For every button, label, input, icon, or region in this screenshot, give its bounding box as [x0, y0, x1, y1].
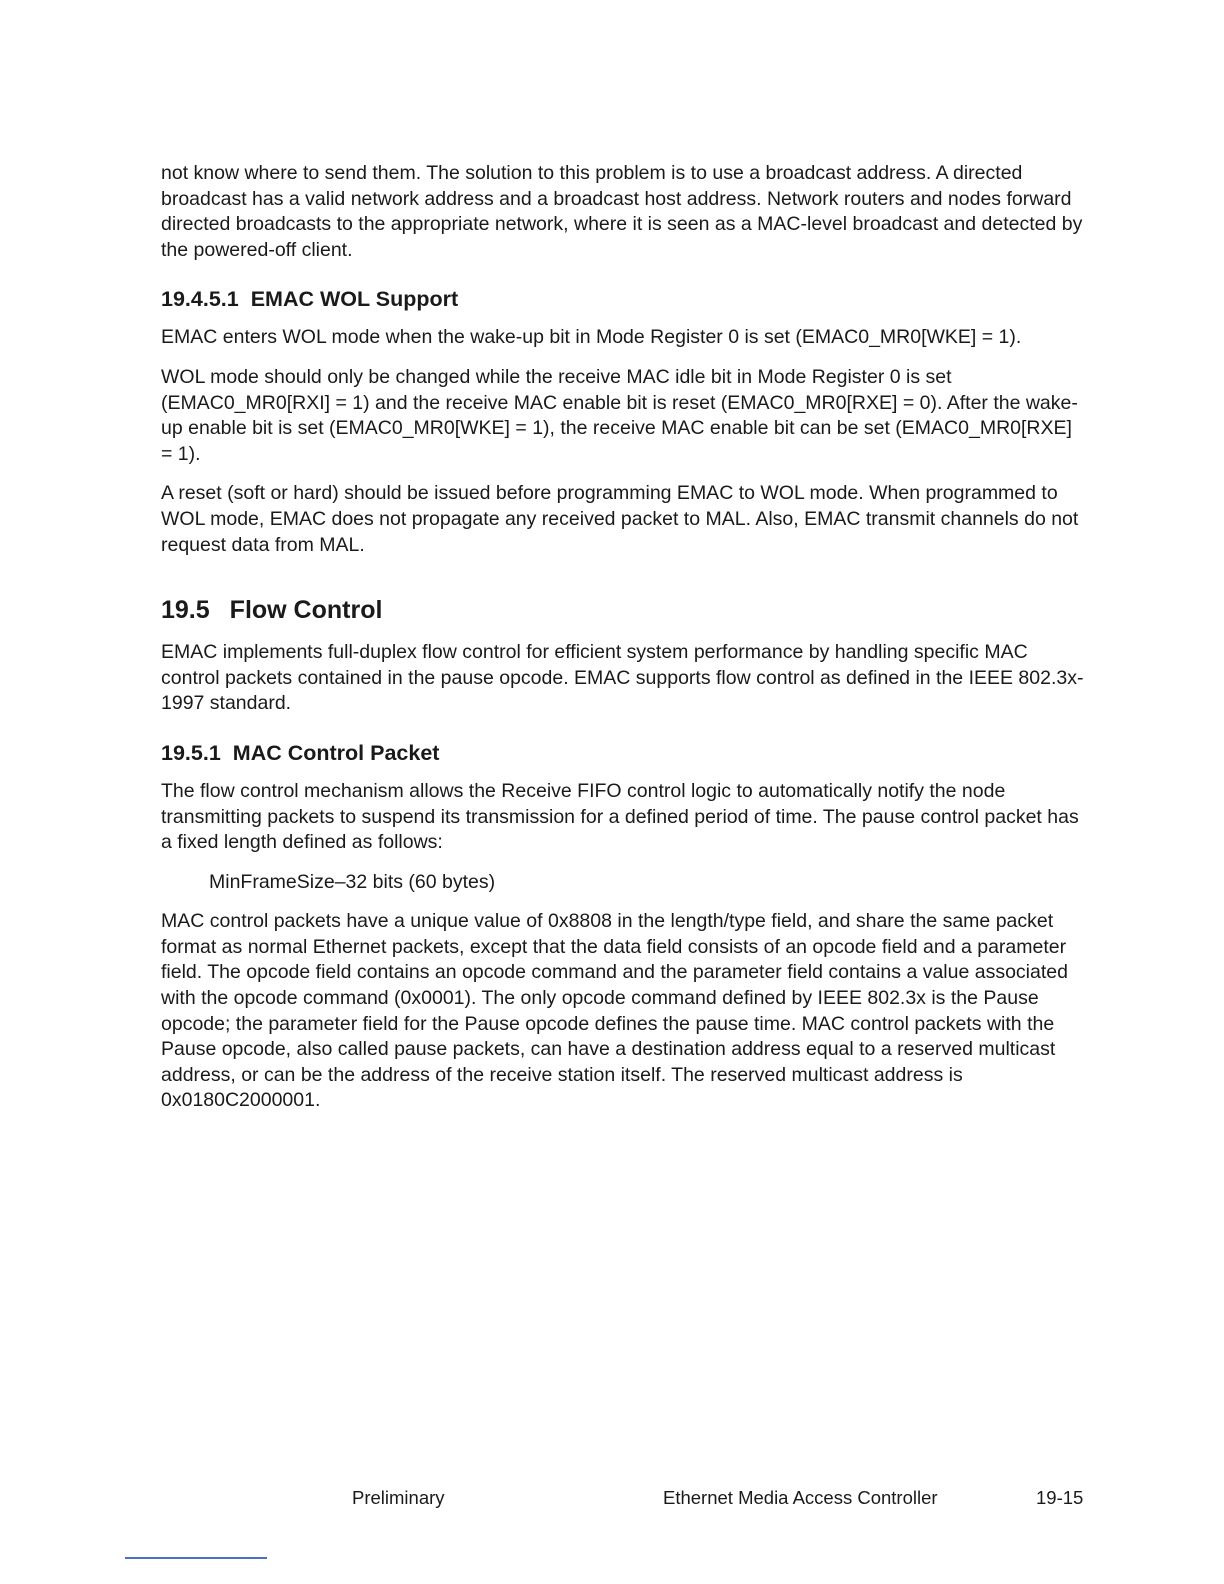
- footer-status: Preliminary: [352, 1487, 445, 1508]
- mac-control-paragraph-1: The flow control mechanism allows the Receive FIFO control logic to automatically notify the node transmitting packets to suspend its transmission for a defined period of time. The pause control packet has a fixed length defined as follows:: [161, 779, 1079, 854]
- heading-title: EMAC WOL Support: [250, 287, 459, 312]
- footer-rule: [125, 1557, 267, 1559]
- min-frame-size-line: MinFrameSize–32 bits (60 bytes): [209, 870, 496, 893]
- heading-19-5: [161, 594, 1086, 626]
- intro-paragraph: not know where to send them. The solution to this problem is to use a broadcast address. A directed broadcast has a valid network address and a broadcast host address. Network routers and nodes forward directed broadcasts to the appropriate network, where it is seen as a MAC-level broadcast and detected by the powered-off client.: [161, 162, 1083, 261]
- heading-number: 19.4.5.1: [161, 287, 239, 312]
- wol-paragraph-3: A reset (soft or hard) should be issued before programming EMAC to WOL mode. When programmed to WOL mode, EMAC does not propagate any received packet to MAL. Also, EMAC transmit channels do not request data from MAL.: [161, 482, 1079, 556]
- footer-chapter-title: Ethernet Media Access Controller: [663, 1487, 938, 1508]
- heading-title: MAC Control Packet: [232, 740, 440, 765]
- page-footer: [0, 1487, 1224, 1513]
- heading-19-4-5-1: [161, 285, 1086, 313]
- heading-number: 19.5.1: [161, 740, 221, 765]
- footer-page-number: 19-15: [1036, 1487, 1084, 1508]
- heading-19-5-1: [161, 739, 1086, 767]
- page-content: [161, 161, 1086, 1128]
- mac-control-paragraph-2: MAC control packets have a unique value of 0x8808 in the length/type field, and share the same packet format as normal Ethernet packets, except that the data field consists of an opcode field and a parameter field. The opcode field contains an opcode command and the parameter field contains a value associated with the opcode command (0x0001). The only opcode command defined by IEEE 802.3x is the Pause opcode; the parameter field for the Pause opcode defines the pause time. MAC control packets with the Pause opcode, also called pause packets, can have a destination address equal to a reserved multicast address, or can be the address of the receive station itself. The reserved multicast address is 0x0180C2000001.: [161, 910, 1068, 1112]
- wol-paragraph-1: EMAC enters WOL mode when the wake-up bit in Mode Register 0 is set (EMAC0_MR0[WKE] = 1).: [161, 326, 1022, 349]
- flow-control-paragraph: EMAC implements full-duplex flow control for efficient system performance by handling specific MAC control packets contained in the pause opcode. EMAC supports flow control as defined in the IEEE 802.3x-1997 standard.: [161, 641, 1084, 715]
- heading-title: Flow Control: [229, 596, 383, 625]
- wol-paragraph-2: WOL mode should only be changed while the receive MAC idle bit in Mode Register 0 is set (EMAC0_MR0[RXI] = 1) and the receive MAC enable bit is reset (EMAC0_MR0[RXE] = 0). After the wake-up enable bit is set (EMAC0_MR0[WKE] = 1), the receive MAC enable bit can be set (EMAC0_MR0[RXE] = 1).: [161, 365, 1078, 465]
- heading-number: 19.5: [161, 596, 210, 625]
